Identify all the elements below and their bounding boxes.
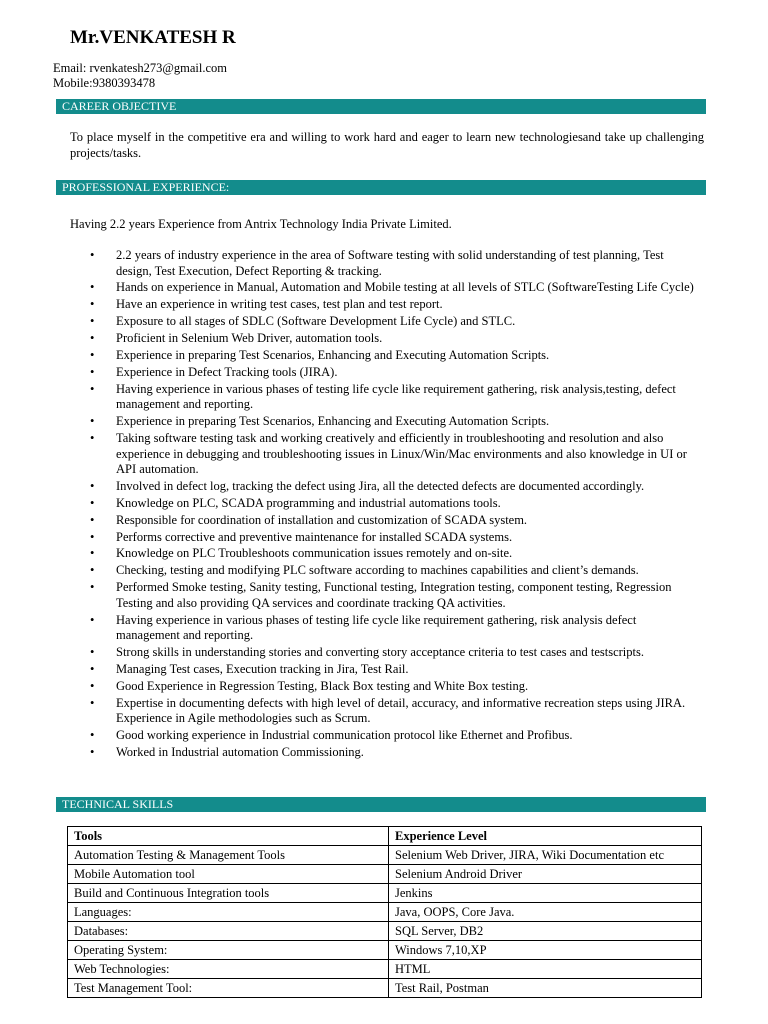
table-cell: Languages: bbox=[68, 903, 389, 922]
list-item: • Strong skills in understanding stories and converting story acceptance criteria to test cases and testscripts. bbox=[0, 645, 696, 661]
table-cell: Web Technologies: bbox=[68, 960, 389, 979]
list-item: • Exposure to all stages of SDLC (Software Development Life Cycle) and STLC. bbox=[0, 314, 696, 330]
table-cell: Test Management Tool: bbox=[68, 979, 389, 998]
table-row bbox=[68, 846, 702, 865]
table-cell: Windows 7,10,XP bbox=[389, 941, 702, 960]
list-item: • Performs corrective and preventive maintenance for installed SCADA systems. bbox=[0, 530, 696, 546]
list-item: • Proficient in Selenium Web Driver, automation tools. bbox=[0, 331, 696, 347]
table-row bbox=[68, 884, 702, 903]
column-header-tools: Tools bbox=[68, 827, 389, 846]
list-item: • Experience in preparing Test Scenarios, Enhancing and Executing Automation Scripts. bbox=[0, 414, 696, 430]
table-cell: Selenium Android Driver bbox=[389, 865, 702, 884]
table-row bbox=[68, 941, 702, 960]
table-row bbox=[68, 865, 702, 884]
list-item: • Good Experience in Regression Testing, Black Box testing and White Box testing. bbox=[0, 679, 696, 695]
experience-intro: Having 2.2 years Experience from Antrix Technology India Private Limited. bbox=[70, 217, 452, 231]
mobile-text: Mobile:9380393478 bbox=[53, 76, 156, 90]
list-item: • Managing Test cases, Execution tracking in Jira, Test Rail. bbox=[0, 662, 696, 678]
table-cell: Jenkins bbox=[389, 884, 702, 903]
list-item: • Experience in preparing Test Scenarios, Enhancing and Executing Automation Scripts. bbox=[0, 348, 696, 364]
list-item: • Checking, testing and modifying PLC software according to machines capabilities and client’s demands. bbox=[0, 563, 696, 579]
section-bar-career-objective: CAREER OBJECTIVE bbox=[56, 99, 706, 114]
table-row bbox=[68, 979, 702, 998]
table-row bbox=[68, 922, 702, 941]
table-cell: Build and Continuous Integration tools bbox=[68, 884, 389, 903]
table-cell: Mobile Automation tool bbox=[68, 865, 389, 884]
list-item: • Worked in Industrial automation Commissioning. bbox=[0, 745, 696, 761]
list-item: • Performed Smoke testing, Sanity testing, Functional testing, Integration testing, component testing, Regression Testing and also providing QA services and coordinate tracking QA activities. bbox=[0, 580, 696, 611]
table-cell: HTML bbox=[389, 960, 702, 979]
objective-text: To place myself in the competitive era and willing to work hard and eager to learn new technologiesand take up challenging projects/tasks. bbox=[70, 130, 704, 160]
skills-table bbox=[67, 826, 702, 998]
section-bar-technical-skills: TECHNICAL SKILLS bbox=[56, 797, 706, 812]
table-cell: Automation Testing & Management Tools bbox=[68, 846, 389, 865]
table-cell: SQL Server, DB2 bbox=[389, 922, 702, 941]
list-item: • Experience in Defect Tracking tools (JIRA). bbox=[0, 365, 696, 381]
list-item: • 2.2 years of industry experience in the area of Software testing with solid understanding of test planning, Test design, Test Execution, Defect Reporting & tracking. bbox=[0, 248, 696, 279]
list-item: • Responsible for coordination of installation and customization of SCADA system. bbox=[0, 513, 696, 529]
list-item: • Involved in defect log, tracking the defect using Jira, all the detected defects are documented accordingly. bbox=[0, 479, 696, 495]
table-cell: Selenium Web Driver, JIRA, Wiki Documentation etc bbox=[389, 846, 702, 865]
table-cell: Test Rail, Postman bbox=[389, 979, 702, 998]
email-text: Email: rvenkatesh273@gmail.com bbox=[53, 61, 227, 75]
table-cell: Operating System: bbox=[68, 941, 389, 960]
table-row bbox=[68, 960, 702, 979]
list-item: • Good working experience in Industrial communication protocol like Ethernet and Profibus. bbox=[0, 728, 696, 744]
list-item: • Knowledge on PLC Troubleshoots communication issues remotely and on-site. bbox=[0, 546, 696, 562]
list-item: • Taking software testing task and working creatively and efficiently in troubleshooting and resolution and also experience in debugging and troubleshooting issues in Linux/Win/Mac environments and also knowledge in UI or API automation. bbox=[0, 431, 696, 478]
section-bar-professional-experience: PROFESSIONAL EXPERIENCE: bbox=[56, 180, 706, 195]
experience-bullet-list bbox=[0, 248, 768, 762]
contact-block bbox=[53, 61, 227, 91]
table-row bbox=[68, 903, 702, 922]
list-item: • Expertise in documenting defects with high level of detail, accuracy, and informative recreation steps using JIRA. Experience in Agile methodologies such as Scrum. bbox=[0, 696, 696, 727]
list-item: • Hands on experience in Manual, Automation and Mobile testing at all levels of STLC (SoftwareTesting Life Cycle) bbox=[0, 280, 696, 296]
table-header-row bbox=[68, 827, 702, 846]
list-item: • Having experience in various phases of testing life cycle like requirement gathering, risk analysis,testing, defect management and reporting. bbox=[0, 382, 696, 413]
table-cell: Java, OOPS, Core Java. bbox=[389, 903, 702, 922]
list-item: • Have an experience in writing test cases, test plan and test report. bbox=[0, 297, 696, 313]
table-cell: Databases: bbox=[68, 922, 389, 941]
list-item: • Knowledge on PLC, SCADA programming and industrial automations tools. bbox=[0, 496, 696, 512]
column-header-experience-level: Experience Level bbox=[389, 827, 702, 846]
resume-name: Mr.VENKATESH R bbox=[70, 27, 236, 48]
list-item: • Having experience in various phases of testing life cycle like requirement gathering, risk analysis defect management and reporting. bbox=[0, 613, 696, 644]
